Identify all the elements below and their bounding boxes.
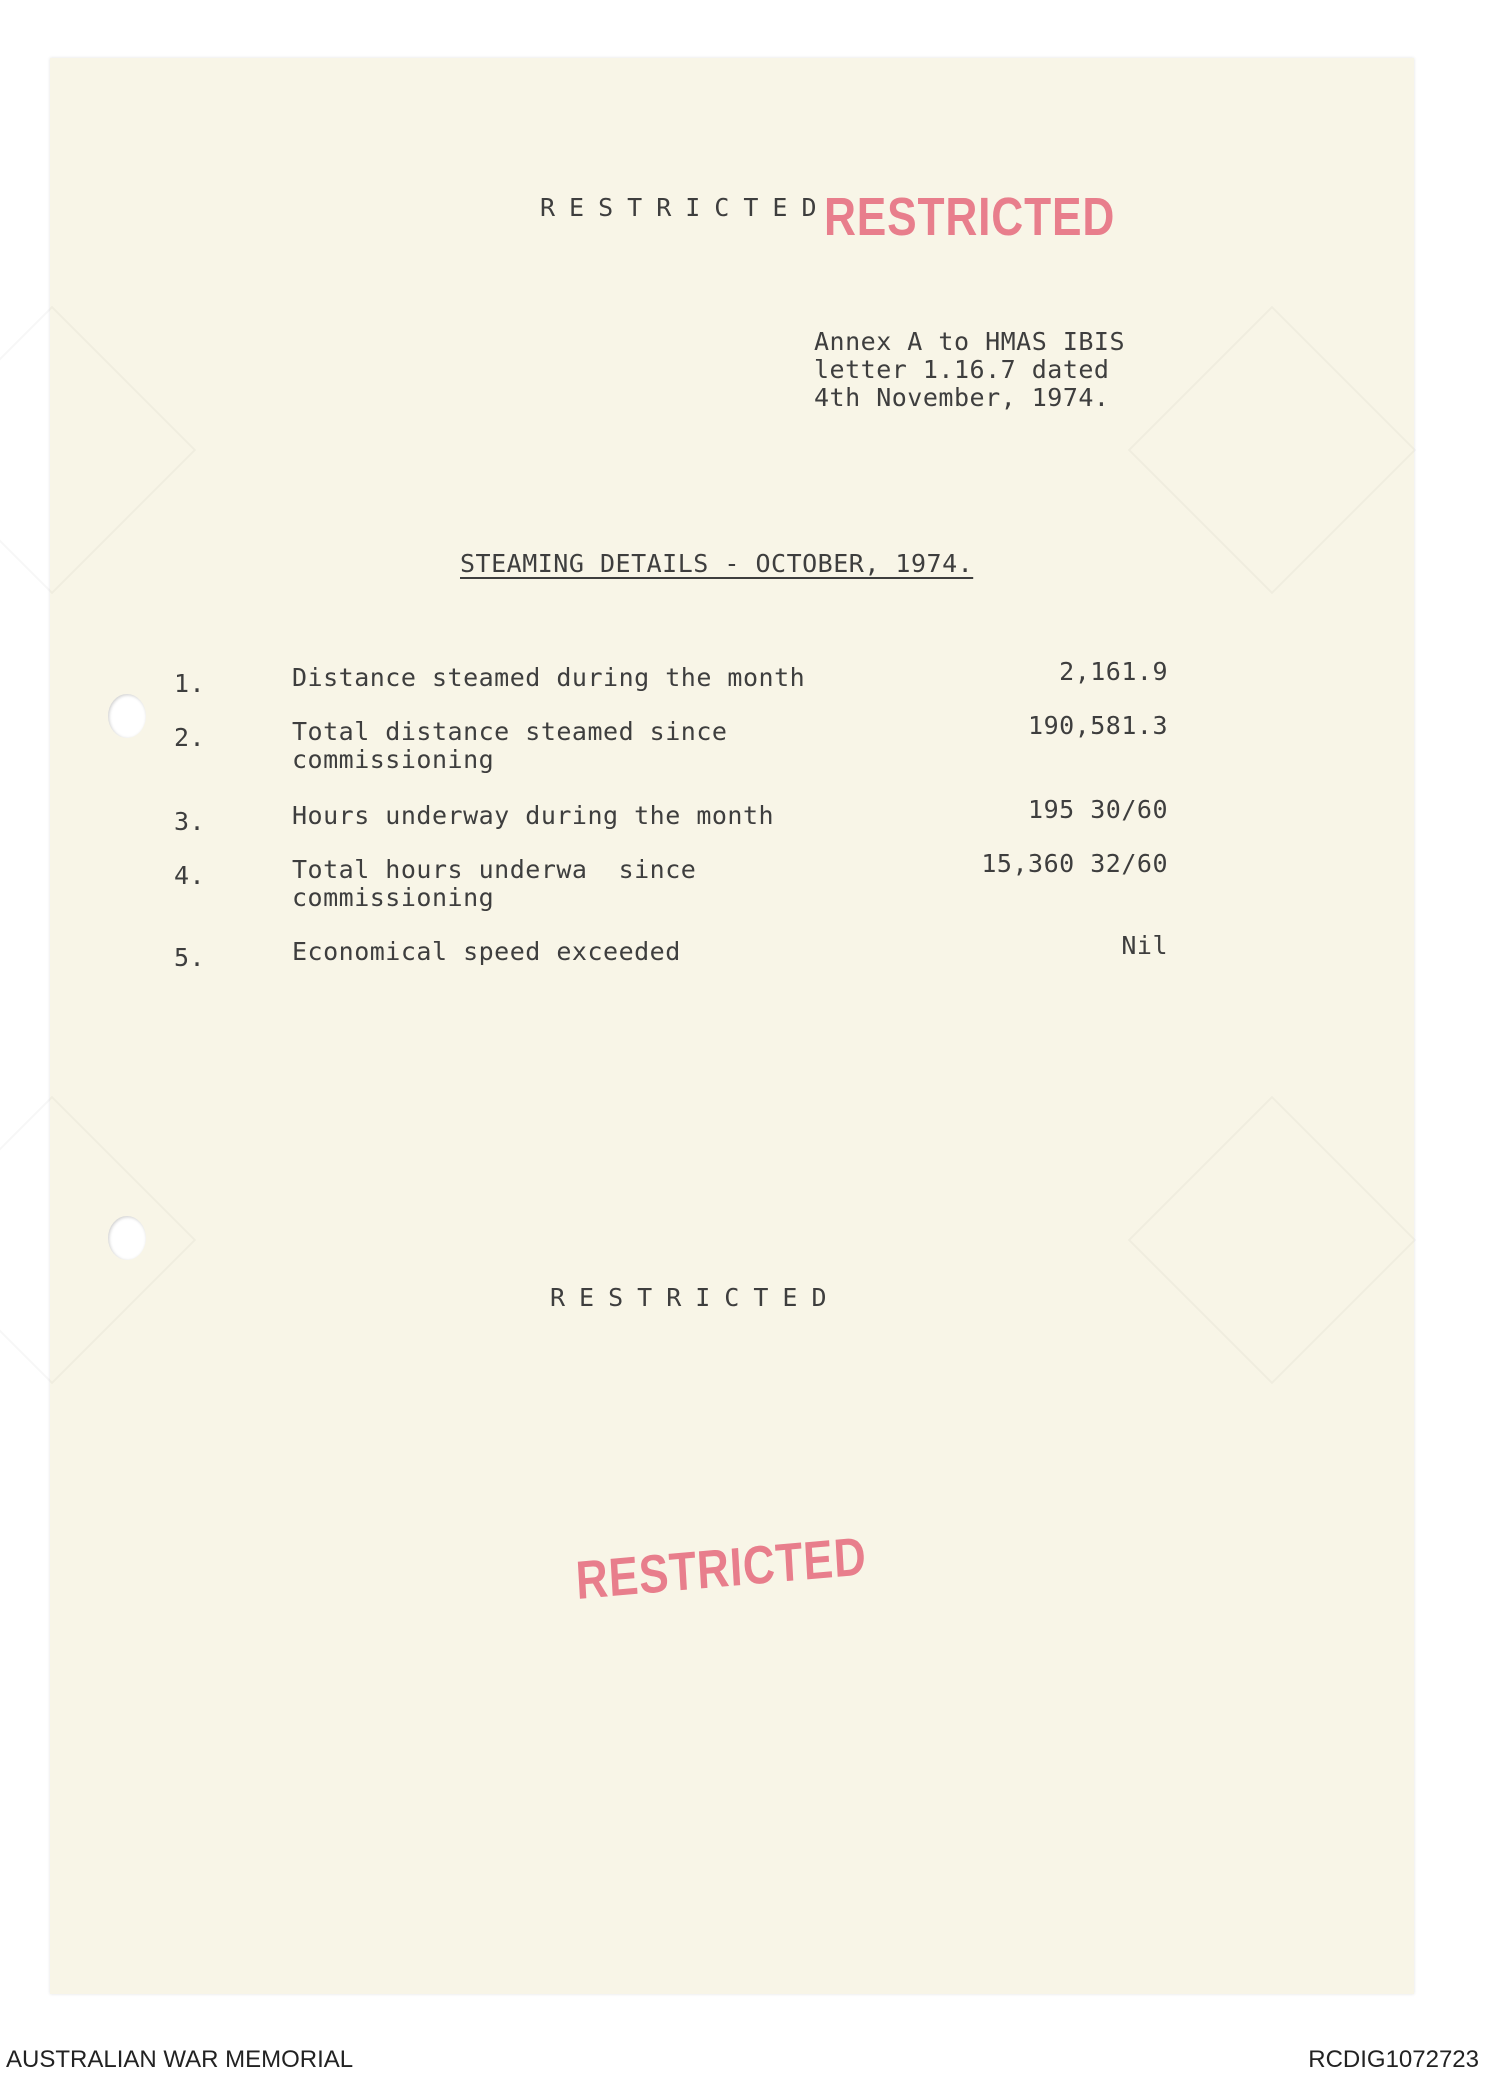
item-number: 5. <box>174 943 206 972</box>
watermark-emboss <box>0 1096 196 1384</box>
punch-hole-top <box>108 694 146 738</box>
watermark-emboss <box>1128 306 1416 594</box>
footer-restricted-stamp: RESTRICTED <box>574 1526 869 1611</box>
footer-restricted: RESTRICTED <box>550 1283 841 1312</box>
item-number: 3. <box>174 807 206 836</box>
header-restricted-stamp: RESTRICTED <box>824 187 1116 247</box>
document-page <box>50 58 1414 1994</box>
header-restricted: RESTRICTED <box>540 193 831 222</box>
annex-line-1: Annex A to HMAS IBIS <box>814 327 1126 356</box>
document-title: STEAMING DETAILS - OCTOBER, 1974. <box>460 549 974 578</box>
item-label: Economical speed exceeded <box>292 937 681 966</box>
item-label: Hours underway during the month <box>292 801 775 830</box>
item-number: 2. <box>174 723 206 752</box>
item-value: 195 30/60 <box>1028 795 1168 824</box>
punch-hole-bottom <box>108 1216 146 1260</box>
item-number: 4. <box>174 861 206 890</box>
item-value: 190,581.3 <box>1028 711 1168 740</box>
watermark-emboss <box>1128 1096 1416 1384</box>
item-label: Distance steamed during the month <box>292 663 806 692</box>
item-label: Total distance steamed since <box>292 717 728 746</box>
credit-right: RCDIG1072723 <box>1308 2046 1479 2073</box>
annex-line-2: letter 1.16.7 dated <box>814 355 1110 384</box>
item-label-continued: commissioning <box>292 883 495 912</box>
item-value: 2,161.9 <box>1059 657 1168 686</box>
item-number: 1. <box>174 669 206 698</box>
annex-line-3: 4th November, 1974. <box>814 383 1110 412</box>
item-label: Total hours underwa since <box>292 855 697 884</box>
item-value: Nil <box>1121 931 1168 960</box>
credit-left: AUSTRALIAN WAR MEMORIAL <box>6 2046 354 2073</box>
item-label-continued: commissioning <box>292 745 495 774</box>
watermark-emboss <box>0 306 196 594</box>
item-value: 15,360 32/60 <box>981 849 1168 878</box>
